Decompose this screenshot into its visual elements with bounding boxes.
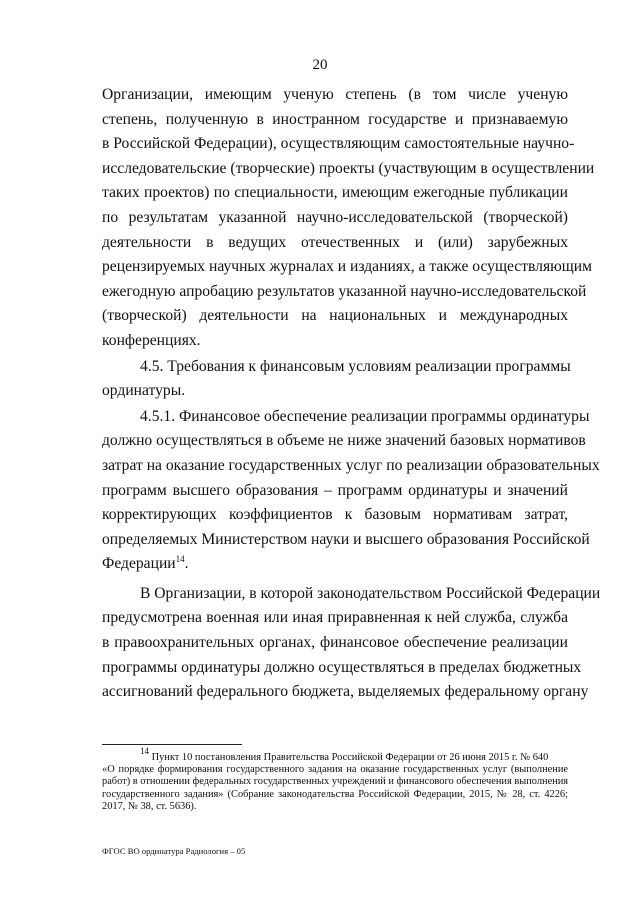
footnote <box>102 746 569 814</box>
paragraph <box>102 405 600 577</box>
footnote-line: работ) в отношении федеральных государственных учреждений и финансового обеспечения выполнения <box>102 776 569 788</box>
text-line: должно осуществляться в объеме не ниже значений базовых нормативов <box>102 432 586 450</box>
text-line: определяемых Министерством науки и высшего образования Российской <box>102 530 590 548</box>
text-line: программы ординатуры должно осуществляться в пределах бюджетных <box>102 658 582 676</box>
paragraph <box>102 582 601 705</box>
text-fragment: Пункт 10 постановления Правительства Российской Федерации от 26 июня 2015 г. № 640 <box>149 752 549 763</box>
page-number: 20 <box>312 57 328 73</box>
text-line: конференциях. <box>102 331 201 349</box>
text-line: по результатам указанной научно-исследовательской (творческой) <box>102 208 568 226</box>
section-heading <box>102 355 571 404</box>
footnote-separator <box>102 744 242 745</box>
text-line: 4.5. Требования к финансовым условиям реализации программы <box>140 357 571 375</box>
text-line: 4.5.1. Финансовое обеспечение реализации программы ординатуры <box>140 407 590 425</box>
text-line: ассигнований федерального бюджета, выделяемых федеральному органу <box>102 683 589 701</box>
text-line: ежегодную апробацию результатов указанной научно-исследовательской <box>102 282 587 300</box>
text-line: В Организации, в которой законодательством Российской Федерации <box>140 584 601 602</box>
text-line: в правоохранительных органах, финансовое обеспечение реализации <box>102 634 568 652</box>
text-line: Организации, имеющим ученую степень (в том числе ученую <box>102 86 568 103</box>
footnote-marker: 14 <box>140 746 149 756</box>
text-line: таких проектов) по специальности, имеющим ежегодные публикации <box>102 184 568 202</box>
text-line: (творческой) деятельности на национальных и международных <box>102 307 568 325</box>
text-line: корректирующих коэффициентов к базовым нормативам затрат, <box>102 506 568 524</box>
text-fragment: . <box>184 555 189 573</box>
text-line: исследовательские (творческие) проекты (участвующим в осуществлении <box>102 159 595 177</box>
text-line: деятельности в ведущих отечественных и (или) зарубежных <box>102 233 568 251</box>
text-line: предусмотрена военная или иная приравненная к ней служба, служба <box>102 609 568 627</box>
footnote-line: 2017, № 38, ст. 5636). <box>102 801 197 813</box>
footnote-reference[interactable]: 14 <box>175 554 185 565</box>
text-line <box>102 552 568 577</box>
document-body <box>102 83 601 705</box>
paragraph <box>102 83 595 354</box>
text-line: ординатуры. <box>102 382 186 400</box>
text-line: программ высшего образования – программ ординатуры и значений <box>102 481 568 499</box>
footnote-line <box>102 746 568 764</box>
footnote-line: «О порядке формирования государственного задания на оказание государственных услуг (выполнение <box>102 763 568 775</box>
text-fragment: Федерации <box>102 555 176 573</box>
text-line: рецензируемых научных журналах и изданиях, а также осуществляющим <box>102 258 592 276</box>
text-line: степень, полученную в иностранном государстве и признаваемую <box>102 110 568 128</box>
text-line: затрат на оказание государственных услуг по реализации образовательных <box>102 456 600 474</box>
text-line: в Российской Федерации), осуществляющим самостоятельные научно- <box>102 135 575 153</box>
page-footer: ФГОС ВО ординатура Радиология – 05 <box>102 846 246 856</box>
footnote-line: государственного задания» (Собрание законодательства Российской Федерации, 2015, № 28, ст. 4226; <box>102 788 568 800</box>
